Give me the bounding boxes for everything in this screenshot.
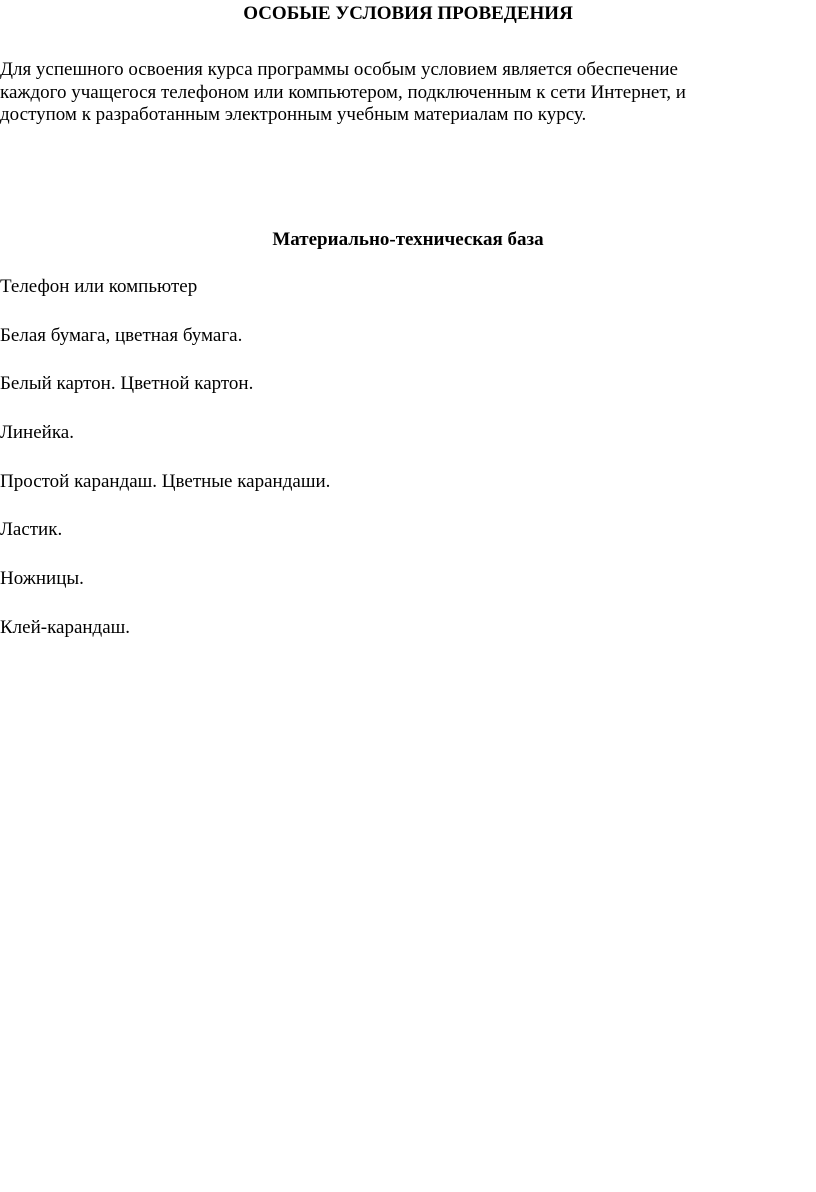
intro-line: Для успешного освоения курса программы особым условием является обеспечение	[0, 59, 678, 80]
material-item: Телефон или компьютер	[0, 276, 198, 297]
intro-paragraph	[0, 59, 790, 127]
intro-line: каждого учащегося телефоном или компьютером, подключенным к сети Интернет, и	[0, 81, 686, 103]
material-item: Ножницы.	[0, 568, 84, 590]
material-item: Белая бумага, цветная бумага.	[0, 324, 243, 346]
materials-section-title: Материально-техническая база	[272, 229, 544, 250]
material-item: Простой карандаш. Цветные карандаши.	[0, 470, 331, 492]
material-item: Клей-карандаш.	[0, 616, 131, 638]
material-item: Белый картон. Цветной картон.	[0, 373, 254, 395]
document-title: ОСОБЫЕ УСЛОВИЯ ПРОВЕДЕНИЯ	[243, 3, 573, 24]
materials-list	[0, 276, 330, 666]
material-item: Ластик.	[0, 519, 63, 541]
material-item: Линейка.	[0, 422, 74, 444]
intro-line: доступом к разработанным электронным учебным материалам по курсу.	[0, 104, 587, 125]
